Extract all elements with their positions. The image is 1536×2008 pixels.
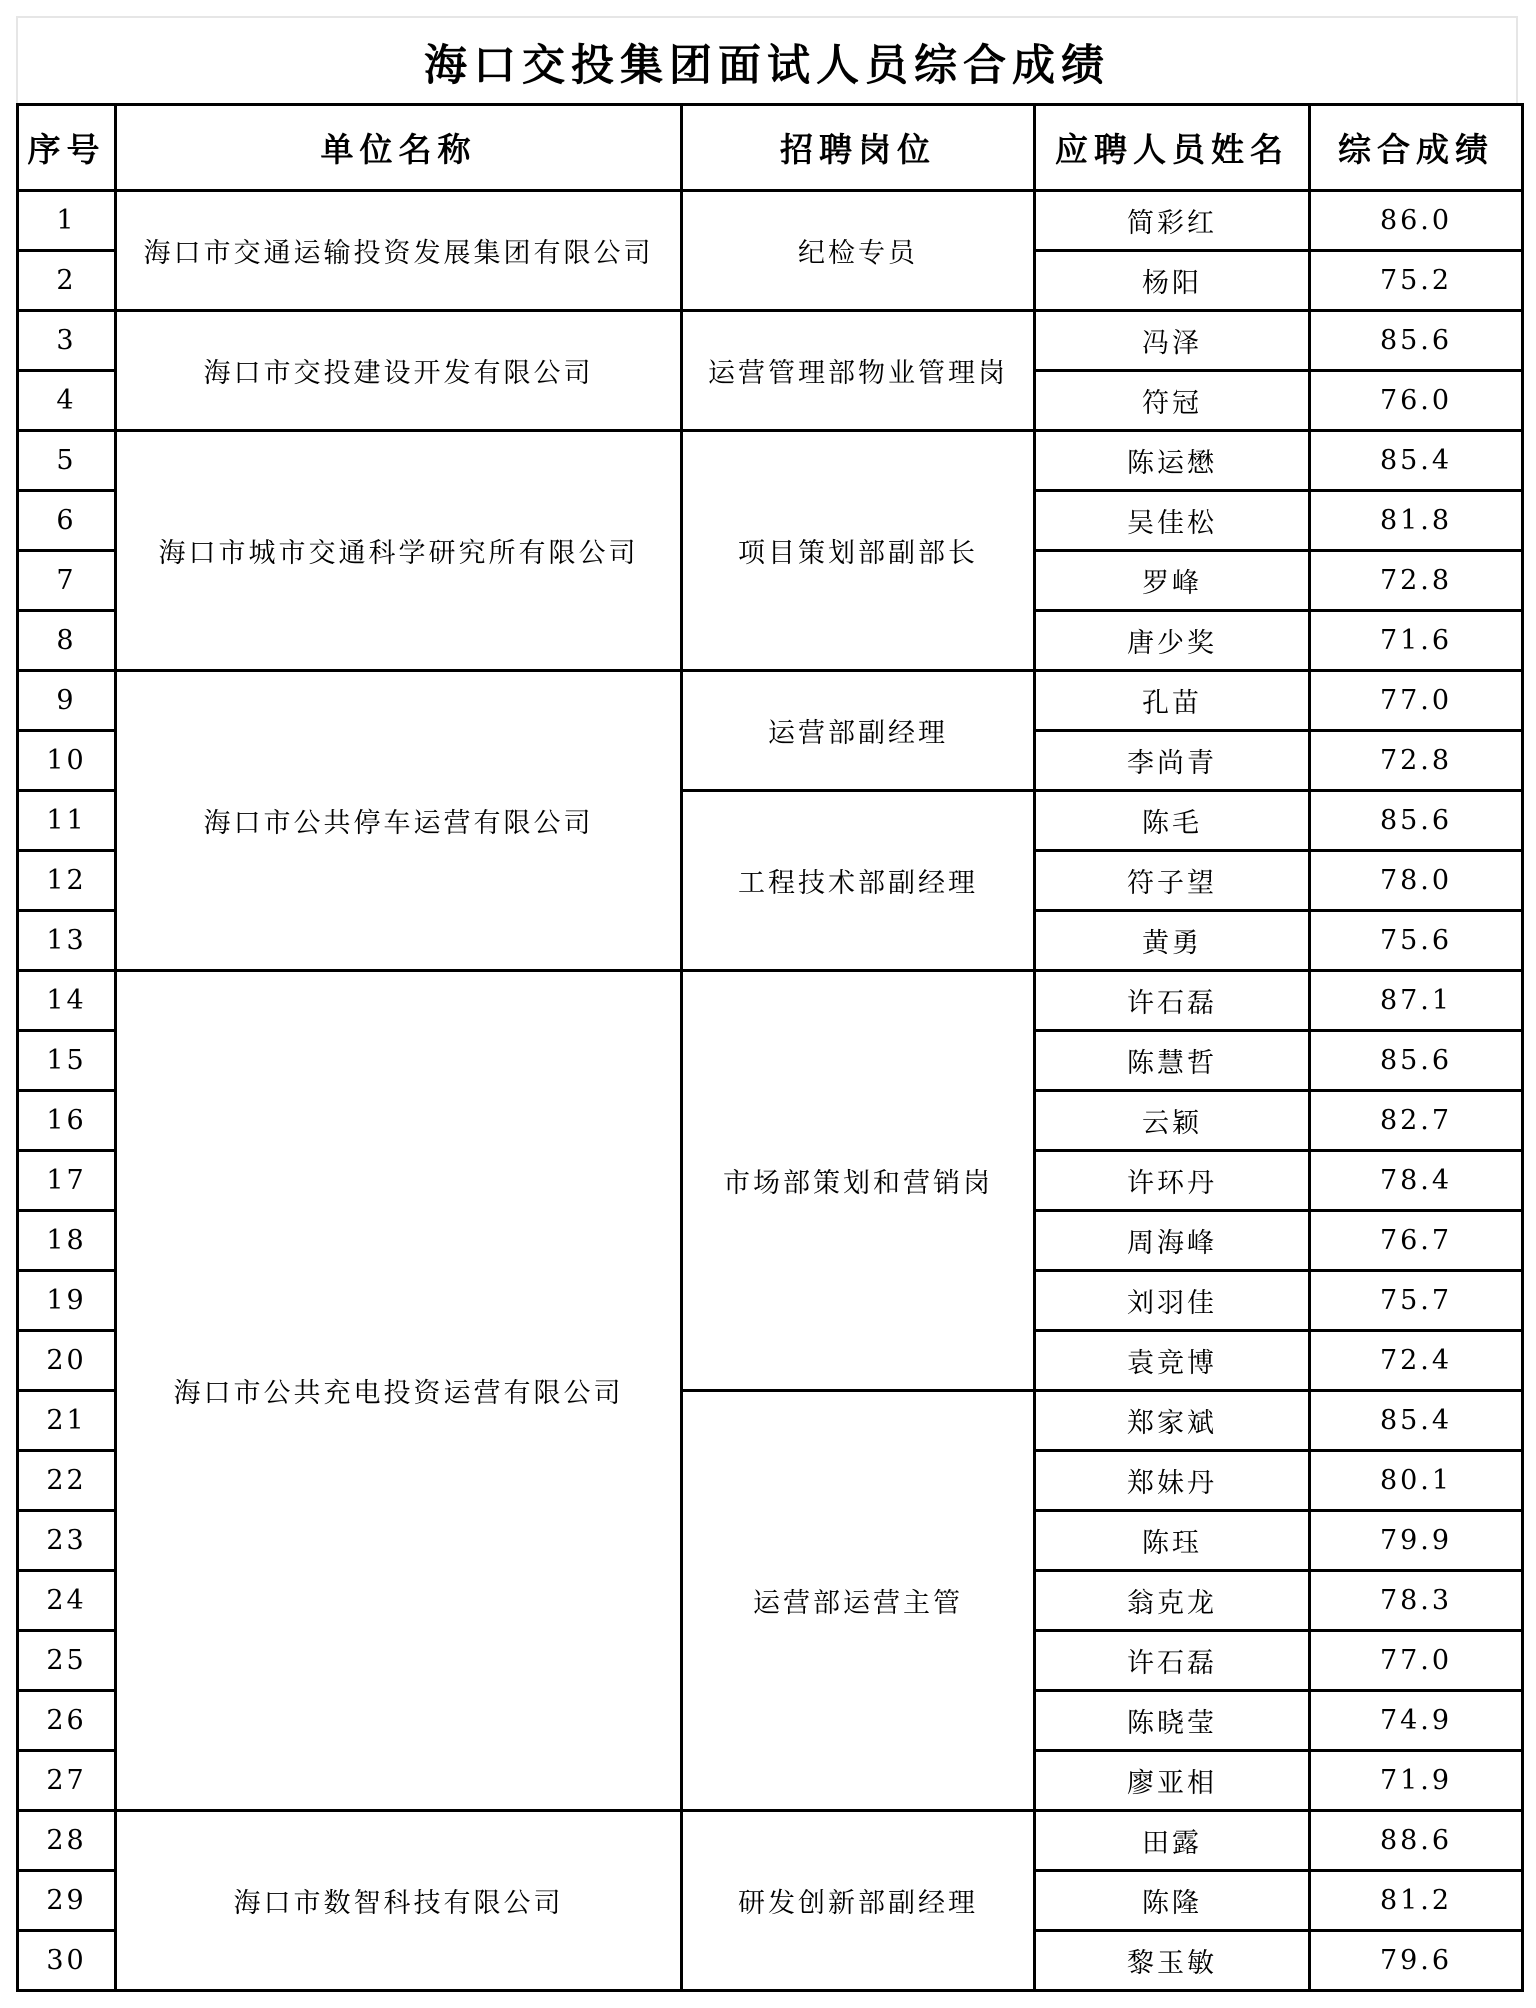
applicant-name: 周海峰 bbox=[1035, 1211, 1310, 1271]
applicant-name: 黄勇 bbox=[1035, 911, 1310, 971]
unit-name-cell: 海口市数智科技有限公司 bbox=[116, 1811, 682, 1991]
table-row bbox=[18, 971, 1523, 1031]
column-header-score: 综合成绩 bbox=[1310, 105, 1523, 191]
applicant-name: 符子望 bbox=[1035, 851, 1310, 911]
score-value: 78.0 bbox=[1310, 851, 1523, 911]
unit-name-cell: 海口市公共停车运营有限公司 bbox=[116, 671, 682, 971]
table-row bbox=[18, 1811, 1523, 1871]
row-index: 24 bbox=[18, 1571, 116, 1631]
score-value: 72.4 bbox=[1310, 1331, 1523, 1391]
row-index: 15 bbox=[18, 1031, 116, 1091]
row-index: 21 bbox=[18, 1391, 116, 1451]
unit-name-cell: 海口市交投建设开发有限公司 bbox=[116, 311, 682, 431]
row-index: 23 bbox=[18, 1511, 116, 1571]
row-index: 5 bbox=[18, 431, 116, 491]
applicant-name: 廖亚相 bbox=[1035, 1751, 1310, 1811]
score-value: 75.7 bbox=[1310, 1271, 1523, 1331]
column-header-applicant: 应聘人员姓名 bbox=[1035, 105, 1310, 191]
score-value: 75.2 bbox=[1310, 251, 1523, 311]
row-index: 20 bbox=[18, 1331, 116, 1391]
row-index: 10 bbox=[18, 731, 116, 791]
score-value: 71.6 bbox=[1310, 611, 1523, 671]
score-value: 82.7 bbox=[1310, 1091, 1523, 1151]
row-index: 26 bbox=[18, 1691, 116, 1751]
score-value: 76.0 bbox=[1310, 371, 1523, 431]
score-value: 85.4 bbox=[1310, 1391, 1523, 1451]
score-value: 72.8 bbox=[1310, 551, 1523, 611]
position-cell: 市场部策划和营销岗 bbox=[682, 971, 1035, 1391]
applicant-name: 田露 bbox=[1035, 1811, 1310, 1871]
applicant-name: 冯泽 bbox=[1035, 311, 1310, 371]
position-cell: 纪检专员 bbox=[682, 191, 1035, 311]
applicant-name: 陈运懋 bbox=[1035, 431, 1310, 491]
row-index: 7 bbox=[18, 551, 116, 611]
applicant-name: 郑妹丹 bbox=[1035, 1451, 1310, 1511]
applicant-name: 陈隆 bbox=[1035, 1871, 1310, 1931]
position-cell: 运营部运营主管 bbox=[682, 1391, 1035, 1811]
applicant-name: 简彩红 bbox=[1035, 191, 1310, 251]
row-index: 11 bbox=[18, 791, 116, 851]
row-index: 25 bbox=[18, 1631, 116, 1691]
unit-name-cell: 海口市交通运输投资发展集团有限公司 bbox=[116, 191, 682, 311]
column-header-position: 招聘岗位 bbox=[682, 105, 1035, 191]
applicant-name: 罗峰 bbox=[1035, 551, 1310, 611]
position-cell: 运营管理部物业管理岗 bbox=[682, 311, 1035, 431]
row-index: 6 bbox=[18, 491, 116, 551]
score-value: 85.6 bbox=[1310, 1031, 1523, 1091]
score-value: 80.1 bbox=[1310, 1451, 1523, 1511]
column-header-unit: 单位名称 bbox=[116, 105, 682, 191]
scores-table bbox=[16, 103, 1524, 1992]
applicant-name: 许石磊 bbox=[1035, 1631, 1310, 1691]
score-value: 78.3 bbox=[1310, 1571, 1523, 1631]
score-value: 71.9 bbox=[1310, 1751, 1523, 1811]
title-box bbox=[16, 16, 1518, 103]
applicant-name: 吴佳松 bbox=[1035, 491, 1310, 551]
row-index: 3 bbox=[18, 311, 116, 371]
applicant-name: 符冠 bbox=[1035, 371, 1310, 431]
score-value: 72.8 bbox=[1310, 731, 1523, 791]
row-index: 12 bbox=[18, 851, 116, 911]
row-index: 2 bbox=[18, 251, 116, 311]
row-index: 9 bbox=[18, 671, 116, 731]
applicant-name: 陈珏 bbox=[1035, 1511, 1310, 1571]
applicant-name: 黎玉敏 bbox=[1035, 1931, 1310, 1991]
row-index: 27 bbox=[18, 1751, 116, 1811]
applicant-name: 陈毛 bbox=[1035, 791, 1310, 851]
applicant-name: 孔苗 bbox=[1035, 671, 1310, 731]
score-value: 77.0 bbox=[1310, 671, 1523, 731]
score-value: 85.4 bbox=[1310, 431, 1523, 491]
applicant-name: 许环丹 bbox=[1035, 1151, 1310, 1211]
score-value: 76.7 bbox=[1310, 1211, 1523, 1271]
score-value: 79.9 bbox=[1310, 1511, 1523, 1571]
position-cell: 研发创新部副经理 bbox=[682, 1811, 1035, 1991]
applicant-name: 云颖 bbox=[1035, 1091, 1310, 1151]
header-row bbox=[18, 105, 1523, 191]
score-value: 85.6 bbox=[1310, 311, 1523, 371]
applicant-name: 翁克龙 bbox=[1035, 1571, 1310, 1631]
table-row bbox=[18, 671, 1523, 731]
score-value: 74.9 bbox=[1310, 1691, 1523, 1751]
applicant-name: 刘羽佳 bbox=[1035, 1271, 1310, 1331]
row-index: 19 bbox=[18, 1271, 116, 1331]
applicant-name: 许石磊 bbox=[1035, 971, 1310, 1031]
row-index: 18 bbox=[18, 1211, 116, 1271]
row-index: 29 bbox=[18, 1871, 116, 1931]
row-index: 8 bbox=[18, 611, 116, 671]
table-row bbox=[18, 191, 1523, 251]
score-value: 81.2 bbox=[1310, 1871, 1523, 1931]
row-index: 17 bbox=[18, 1151, 116, 1211]
score-value: 78.4 bbox=[1310, 1151, 1523, 1211]
row-index: 14 bbox=[18, 971, 116, 1031]
score-value: 86.0 bbox=[1310, 191, 1523, 251]
row-index: 22 bbox=[18, 1451, 116, 1511]
table-row bbox=[18, 431, 1523, 491]
row-index: 4 bbox=[18, 371, 116, 431]
row-index: 13 bbox=[18, 911, 116, 971]
row-index: 28 bbox=[18, 1811, 116, 1871]
position-cell: 运营部副经理 bbox=[682, 671, 1035, 791]
unit-name-cell: 海口市公共充电投资运营有限公司 bbox=[116, 971, 682, 1811]
score-value: 87.1 bbox=[1310, 971, 1523, 1031]
score-value: 81.8 bbox=[1310, 491, 1523, 551]
score-value: 79.6 bbox=[1310, 1931, 1523, 1991]
applicant-name: 袁竞博 bbox=[1035, 1331, 1310, 1391]
page-title: 海口交投集团面试人员综合成绩 bbox=[424, 41, 1110, 91]
table-row bbox=[18, 311, 1523, 371]
score-value: 88.6 bbox=[1310, 1811, 1523, 1871]
applicant-name: 李尚青 bbox=[1035, 731, 1310, 791]
applicant-name: 唐少奖 bbox=[1035, 611, 1310, 671]
score-value: 85.6 bbox=[1310, 791, 1523, 851]
applicant-name: 郑家斌 bbox=[1035, 1391, 1310, 1451]
row-index: 30 bbox=[18, 1931, 116, 1991]
row-index: 16 bbox=[18, 1091, 116, 1151]
applicant-name: 陈晓莹 bbox=[1035, 1691, 1310, 1751]
score-value: 75.6 bbox=[1310, 911, 1523, 971]
applicant-name: 陈慧哲 bbox=[1035, 1031, 1310, 1091]
position-cell: 工程技术部副经理 bbox=[682, 791, 1035, 971]
unit-name-cell: 海口市城市交通科学研究所有限公司 bbox=[116, 431, 682, 671]
row-index: 1 bbox=[18, 191, 116, 251]
column-header-index: 序号 bbox=[18, 105, 116, 191]
applicant-name: 杨阳 bbox=[1035, 251, 1310, 311]
position-cell: 项目策划部副部长 bbox=[682, 431, 1035, 671]
score-value: 77.0 bbox=[1310, 1631, 1523, 1691]
